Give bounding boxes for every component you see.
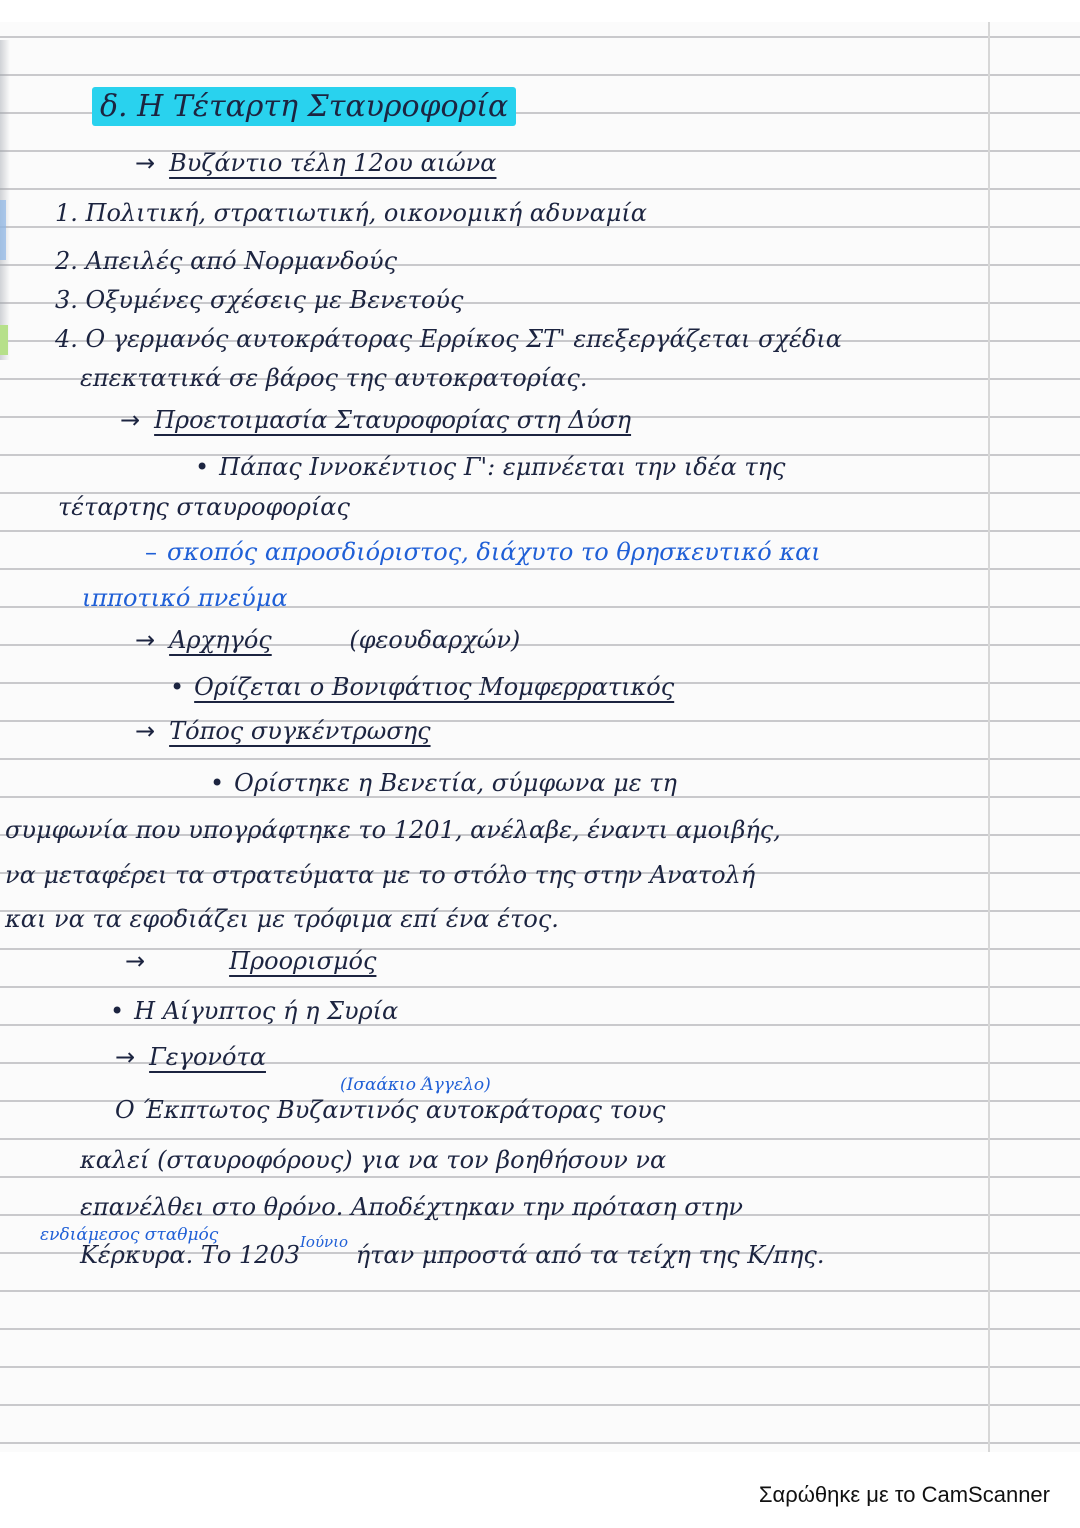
dash-icon: –: [145, 538, 157, 566]
note-line-7: → Προετοιμασία Σταυροφορίας στη Δύση: [120, 406, 632, 434]
note-line-19: → Προορισμός: [125, 947, 377, 975]
note-line-23: καλεί (σταυροφόρους) για να τον βοηθήσουν να: [80, 1146, 667, 1174]
arrow-icon: →: [125, 947, 146, 975]
margin-line: [988, 22, 990, 1452]
bullet-icon: •: [170, 673, 185, 701]
note-line-5: 4. Ο γερμανός αυτοκράτορας Ερρίκος ΣΤ' επεξεργάζεται σχέδια: [55, 325, 842, 353]
note-line-8: • Πάπας Ιννοκέντιος Γ': εμπνέεται την ιδέα της: [195, 453, 786, 481]
note-line-16: συμφωνία που υπογράφτηκε το 1201, ανέλαβε, έναντι αμοιβής,: [5, 816, 781, 844]
note-line-22: Ο Έκπτωτος Βυζαντινός αυτοκράτορας τους: [115, 1096, 666, 1124]
binding-green-tab: [0, 325, 8, 355]
note-line-3: 2. Απειλές από Νορμανδούς: [55, 247, 398, 275]
arrow-icon: →: [135, 717, 156, 745]
note-line-10: – σκοπός απροσδιόριστος, διάχυτο το θρησκευτικό και: [145, 538, 821, 566]
note-line-17: να μεταφέρει τα στρατεύματα με το στόλο της στην Ανατολή: [5, 861, 756, 889]
note-line-12: → Αρχηγός (φεουδαρχών): [135, 626, 521, 654]
note-line-25: Κέρκυρα. Το $1203^{Ioύ\nu\iota o}$ ήταν μπροστά από τα τείχη της Κ/πης.: [80, 1233, 825, 1269]
margin-note-june: Ιούνιο: [299, 1233, 349, 1251]
note-line-4: 3. Οξυμένες σχέσεις με Βενετούς: [55, 286, 464, 314]
bullet-icon: •: [195, 453, 210, 481]
note-line-20: • Η Αίγυπτος ή η Συρία: [110, 997, 399, 1025]
arrow-icon: →: [120, 406, 141, 434]
bullet-icon: •: [210, 769, 225, 797]
note-line-15: • Ορίστηκε η Βενετία, σύμφωνα με τη: [210, 769, 677, 797]
note-line-1: → Βυζάντιο τέλη 12ου αιώνα: [135, 149, 497, 177]
note-line-2: 1. Πολιτική, στρατιωτική, οικονομική αδυναμία: [55, 199, 647, 227]
note-line-14: → Τόπος συγκέντρωσης: [135, 717, 431, 745]
note-line-6: επεκτατικά σε βάρος της αυτοκρατορίας.: [80, 364, 588, 392]
note-line-9: τέταρτης σταυροφορίας: [58, 493, 350, 521]
note-line-18: και να τα εφοδιάζει με τρόφιμα επί ένα έτος.: [5, 905, 559, 933]
margin-note-stop: ενδιάμεσος σταθμός: [40, 1225, 219, 1245]
note-line-24: επανέλθει στο θρόνο. Αποδέχτηκαν την πρόταση στην: [80, 1193, 743, 1221]
arrow-icon: →: [135, 149, 156, 177]
arrow-icon: →: [135, 626, 156, 654]
binding-blue-mark: [0, 200, 6, 260]
page-title: δ. Η Τέταρτη Σταυροφορία: [92, 87, 516, 126]
note-line-13: • Ορίζεται ο Βονιφάτιος Μομφερρατικός: [170, 673, 675, 701]
arrow-icon: →: [115, 1043, 136, 1071]
heading-line: [92, 89, 516, 124]
note-line-21: → Γεγονότα: [115, 1043, 266, 1071]
margin-note-angelos: (Ισαάκιο Άγγελο): [340, 1075, 491, 1095]
bullet-icon: •: [110, 997, 125, 1025]
scanner-watermark: Σαρώθηκε με το CamScanner: [758, 1482, 1050, 1507]
note-line-11: ιπποτικό πνεύμα: [82, 584, 288, 612]
page-top-edge: [0, 0, 1080, 22]
